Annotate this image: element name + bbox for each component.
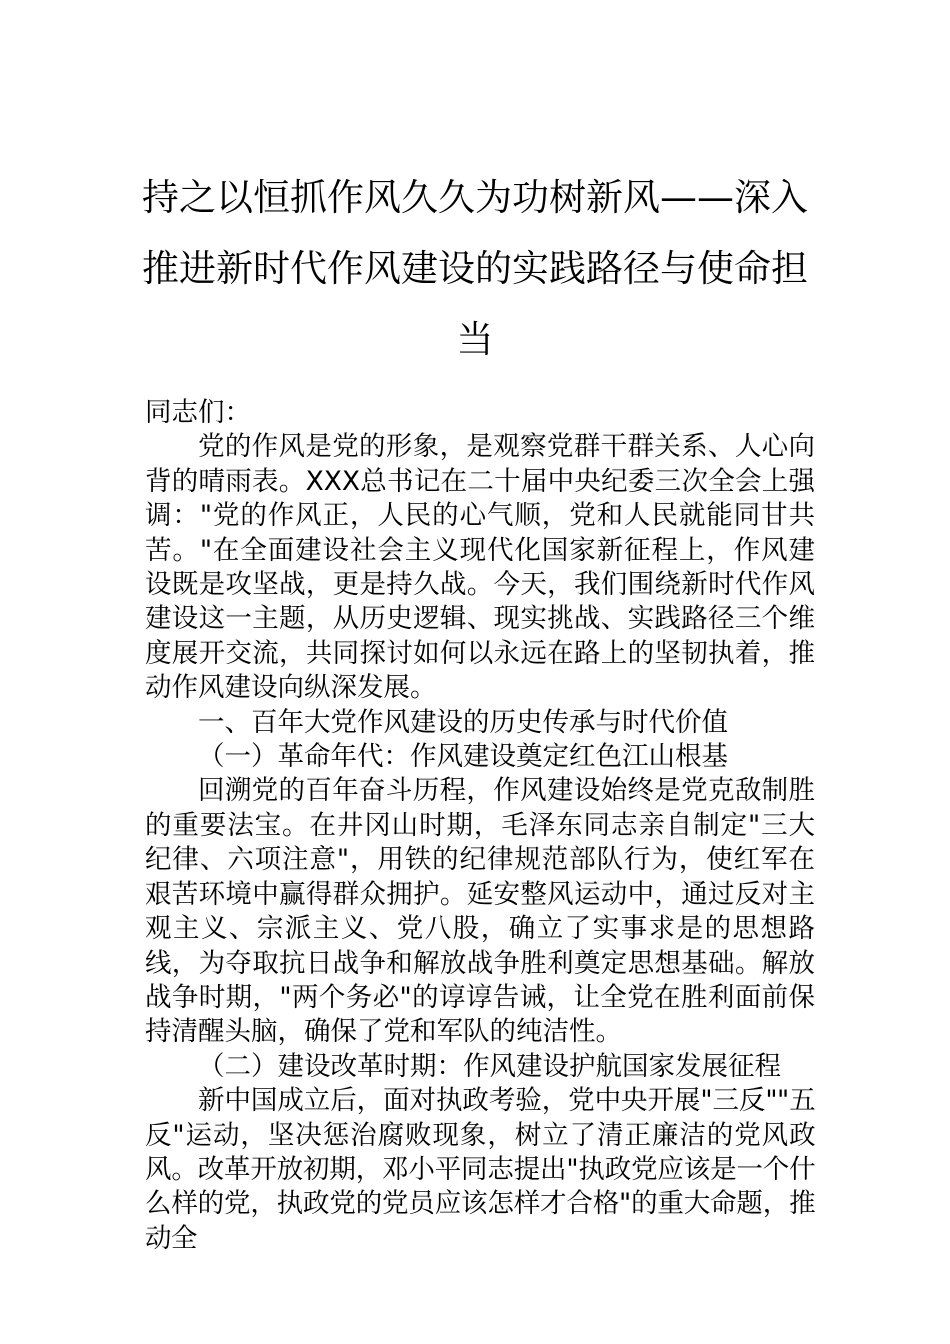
body-paragraph-1: 回溯党的百年奋斗历程，作风建设始终是党克敌制胜的重要法宝。在井冈山时期，毛泽东同志亲自制定"三大纪律、六项注意"，用铁的纪律规范部队行为，使红军在艰苦环境中赢得群众拥护。延安整风运动中，通过反对主观主义、宗派主义、党八股，确立了实事求是的思想路线，为夺取抗日战争和解放战争胜利奠定思想基础。解放战争时期，"两个务必"的谆谆告诫，让全党在胜利面前保持清醒头脑，确保了党和军队的纯洁性。 bbox=[145, 775, 815, 1048]
body-paragraph-2: 新中国成立后，面对执政考验，党中央开展"三反""五反"运动，坚决惩治腐败现象，树立了清正廉洁的党风政风。改革开放初期，邓小平同志提出"执政党应该是一个什么样的党，执政党的党员应该怎样才合格"的重大命题，推动全 bbox=[145, 1085, 815, 1254]
document-title: 持之以恒抓作风久久为功树新风——深入推进新时代作风建设的实践路径与使命担当 bbox=[142, 176, 808, 361]
intro-paragraph: 党的作风是党的形象，是观察党群干群关系、人心向背的晴雨表。XXX总书记在二十届中央纪委三次全会上强调："党的作风正，人民的心气顺，党和人民就能同甘共苦。"在全面建设社会主义现代化国家新征程上，作风建设既是攻坚战，更是持久战。今天，我们围绕新时代作风建设这一主题，从历史逻辑、现实挑战、实践路径三个维度展开交流，共同探讨如何以永远在路上的坚韧执着，推动作风建设向纵深发展。 bbox=[145, 431, 815, 704]
subsection-heading-2: （二）建设改革时期：作风建设护航国家发展征程 bbox=[198, 1050, 781, 1082]
subsection-heading-1: （一）革命年代：作风建设奠定红色江山根基 bbox=[198, 741, 728, 773]
salutation: 同志们： bbox=[145, 397, 251, 428]
document-body bbox=[145, 396, 815, 1256]
section-heading-1: 一、百年大党作风建设的历史传承与时代价值 bbox=[198, 706, 728, 738]
